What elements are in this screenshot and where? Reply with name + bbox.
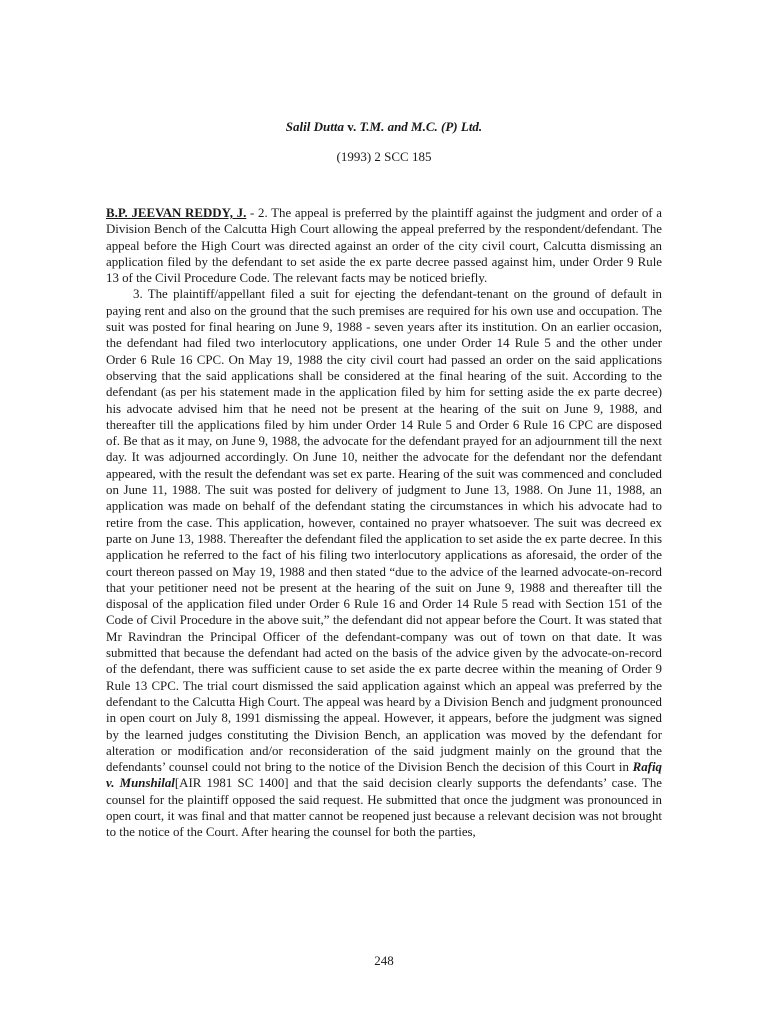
case-citation: (1993) 2 SCC 185 (336, 149, 432, 164)
judge-name: B.P. JEEVAN REDDY, J. (106, 206, 247, 220)
paragraph-2 (106, 205, 662, 286)
page-number: 248 (374, 953, 394, 968)
title-versus: v. (347, 119, 357, 134)
paragraph-3-text-a: 3. The plaintiff/appellant filed a suit for ejecting the defendant-tenant on the ground of default in paying rent and also on the ground that the such premises are required for his own use and occupation. The suit was posted for final hearing on June 9, 1988 - seven years after its institution. On an earlier occasion, the defendant had filed two interlocutory applications, one under Order 14 Rule 5 and the other under Order 6 Rule 16 CPC. On May 19, 1988 the city civil court had passed an order on the said applications observing that the said applications shall be considered at the final hearing of the suit. According to the defendant (as per his statement made in the application filed by him for setting aside the ex parte decree) his advocate advised him that he need not be present at the hearing of the suit on June 9, 1988, and thereafter till the applications filed by him under Order 14 Rule 5 and Order 6 Rule 16 CPC are disposed of. Be that as it may, on June 9, 1988, the advocate for the defendant prayed for an adjournment till the next day. It was adjourned accordingly. On June 10, neither the advocate for the defendant nor the defendant appeared, with the result the defendant was set ex parte. Hearing of the suit was commenced and concluded on June 11, 1988. The suit was posted for delivery of judgment to June 13, 1988. On June 11, 1988, an application was made on behalf of the defendant stating the circumstances in which his advocate had to retire from the case. This application, however, contained no prayer whatsoever. The suit was decreed ex parte on June 13, 1988. Thereafter the defendant filed the application to set aside the ex parte decree. In this application he referred to the fact of his filing two interlocutory applications as aforesaid, the order of the court thereon passed on May 19, 1988 and then stated “due to the advice of the learned advocate-on-record that your petitioner need not be present at the hearing of the suit on June 9, 1988 and thereafter till the disposal of the application filed under Order 6 Rule 16 and Order 14 Rule 5 read with Section 151 of the Code of Civil Procedure in the above suit,” the defendant did not appear before the Court. It was stated that Mr Ravindran the Principal Officer of the defendant-company was out of town on that date. It was submitted that because the defendant had acted on the basis of the advice given by the advocate-on-record of the defendant, there was sufficient cause to set aside the ex parte decree within the meaning of Order 9 Rule 13 CPC. The trial court dismissed the said application against which an appeal was preferred by the defendant to the Calcutta High Court. The appeal was heard by a Division Bench and judgment pronounced in open court on July 8, 1991 dismissing the appeal. However, it appears, before the judgment was signed by the learned judges constituting the Division Bench, an application was moved by the defendant for alteration or modification and/or reconsideration of the said judgment mainly on the ground that the defendants’ counsel could not bring to the notice of the Division Bench the decision of this Court in (106, 287, 662, 775)
title-party-1: Salil Dutta (285, 119, 344, 134)
title-party-2: T.M. and M.C. (P) Ltd. (359, 119, 483, 134)
paragraph-2-text: - 2. The appeal is preferred by the plaintiff against the judgment and order of a Division Bench of the Calcutta High Court allowing the appeal preferred by the respondent/defendant. The appeal before the High Court was directed against an order of the city civil court, Calcutta dismissing an application filed by the defendant to set aside the ex parte decree passed against him, under Order 9 Rule 13 of the Civil Procedure Code. The relevant facts may be noticed briefly. (106, 206, 662, 286)
judgment-body (106, 205, 662, 841)
paragraph-3-text-b: [AIR 1981 SC 1400] and that the said decision clearly supports the defendants’ case. The counsel for the plaintiff opposed the said request. He submitted that once the judgment was pronounced in open court, it was final and that matter cannot be reopened just because a relevant decision was not brought to the notice of the Court. After hearing the counsel for both the parties, (106, 776, 662, 840)
case-ref-versus: v. (106, 776, 120, 791)
paragraph-3 (106, 286, 662, 840)
case-ref-party-1: Rafiq (632, 760, 662, 775)
case-title (106, 119, 662, 135)
case-ref-party-2: Munshilal (119, 776, 175, 791)
document-page (106, 0, 662, 1024)
